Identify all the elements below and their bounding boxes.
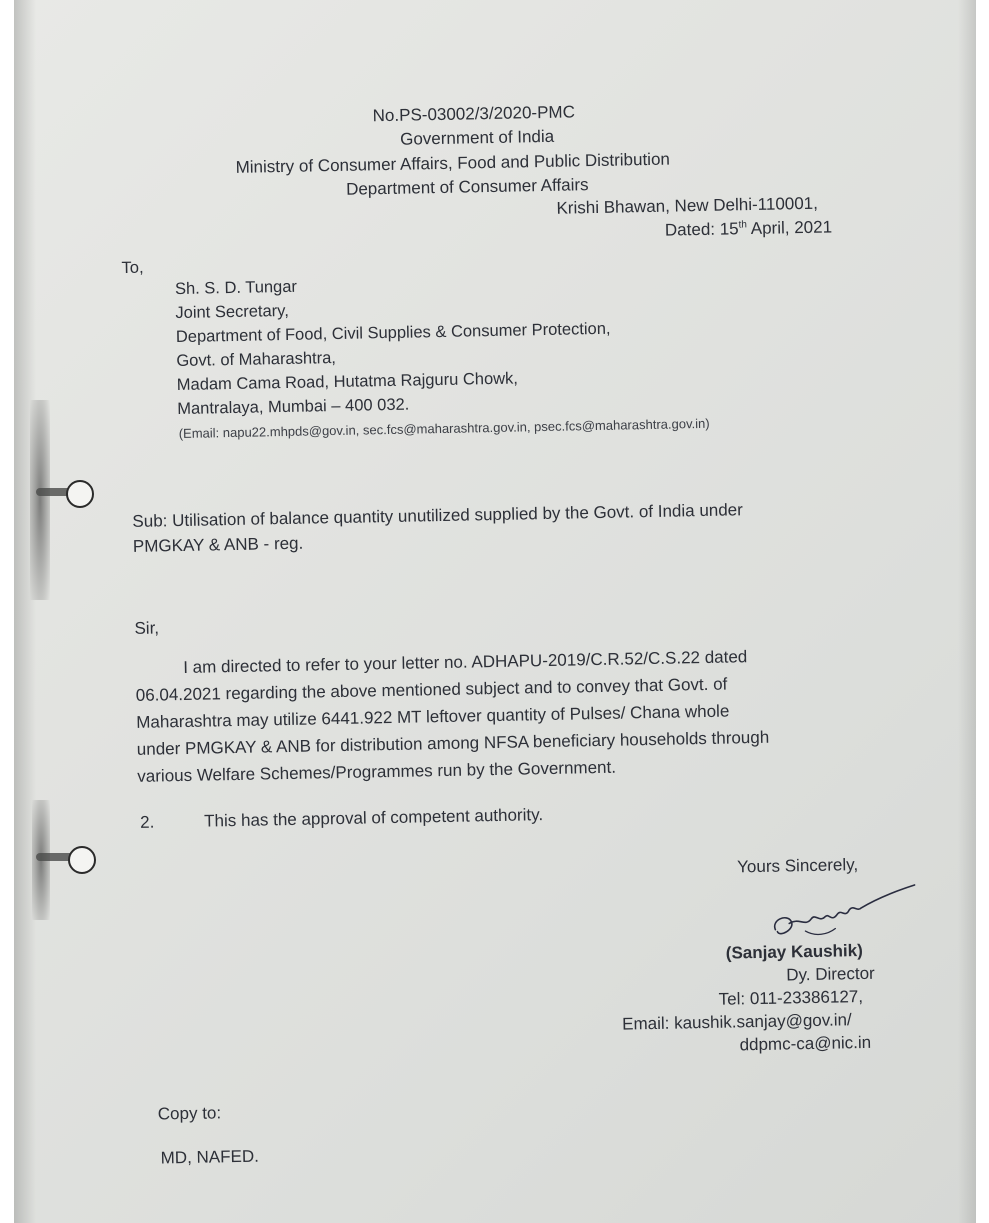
date-suffix: April, 2021 [746, 217, 833, 239]
signatory-designation: Dy. Director [786, 963, 875, 985]
recipient-designation: Joint Secretary, [175, 301, 289, 323]
letter-date [665, 217, 832, 240]
date-prefix: Dated: 15 [664, 219, 739, 240]
to-label: To, [121, 258, 144, 278]
government-name: Government of India [399, 126, 555, 149]
recipient-govt: Govt. of Maharashtra, [176, 348, 337, 371]
closing-yours: Yours Sincerely, [736, 855, 859, 877]
office-address: Krishi Bhawan, New Delhi-110001, [556, 193, 819, 218]
recipient-city: Mantralaya, Mumbai – 400 032. [177, 395, 410, 419]
recipient-road: Madam Cama Road, Hutatma Rajguru Chowk, [176, 369, 519, 395]
file-number: No.PS-03002/3/2020-PMC [372, 102, 576, 126]
recipient-department: Department of Food, Civil Supplies & Consumer Protection, [175, 319, 611, 347]
subject-line-2: PMGKAY & ANB - reg. [132, 533, 304, 556]
signatory-tel: Tel: 011-23386127, [718, 986, 864, 1009]
copy-to-label: Copy to: [157, 1103, 222, 1124]
ministry-name: Ministry of Consumer Affairs, Food and Public Distribution [235, 149, 671, 177]
para2-text: This has the approval of competent authority. [204, 805, 544, 831]
signatory-name: (Sanjay Kaushik) [725, 940, 863, 963]
para1-line-1: I am directed to refer to your letter no. ADHAPU-2019/C.R.52/C.S.22 dated [183, 647, 748, 677]
subject-line-1: Sub: Utilisation of balance quantity unutilized supplied by the Govt. of India under [132, 500, 743, 531]
salutation: Sir, [134, 618, 160, 638]
letter-content [14, 0, 976, 1223]
date-ordinal: th [738, 219, 748, 231]
para1-line-5: various Welfare Schemes/Programmes run by the Government. [137, 757, 617, 786]
signatory-email-1: Email: kaushik.sanjay@gov.in/ [621, 1010, 852, 1034]
para1-line-4: under PMGKAY & ANB for distribution among NFSA beneficiary households through [136, 727, 770, 759]
recipient-name: Sh. S. D. Tungar [174, 277, 298, 299]
signatory-email-2: ddpmc-ca@nic.in [739, 1032, 872, 1055]
department-name: Department of Consumer Affairs [345, 175, 589, 199]
para2-number: 2. [140, 812, 155, 832]
copy-to-recipient: MD, NAFED. [160, 1146, 260, 1168]
handwritten-signature [764, 877, 925, 950]
recipient-emails: (Email: napu22.mhpds@gov.in, sec.fcs@maharashtra.gov.in, psec.fcs@maharashtra.gov.in) [178, 415, 710, 442]
para1-line-2: 06.04.2021 regarding the above mentioned subject and to convey that Govt. of [135, 674, 728, 705]
paper-sheet [14, 0, 976, 1223]
para1-line-3: Maharashtra may utilize 6441.922 MT leftover quantity of Pulses/ Chana whole [136, 701, 730, 732]
